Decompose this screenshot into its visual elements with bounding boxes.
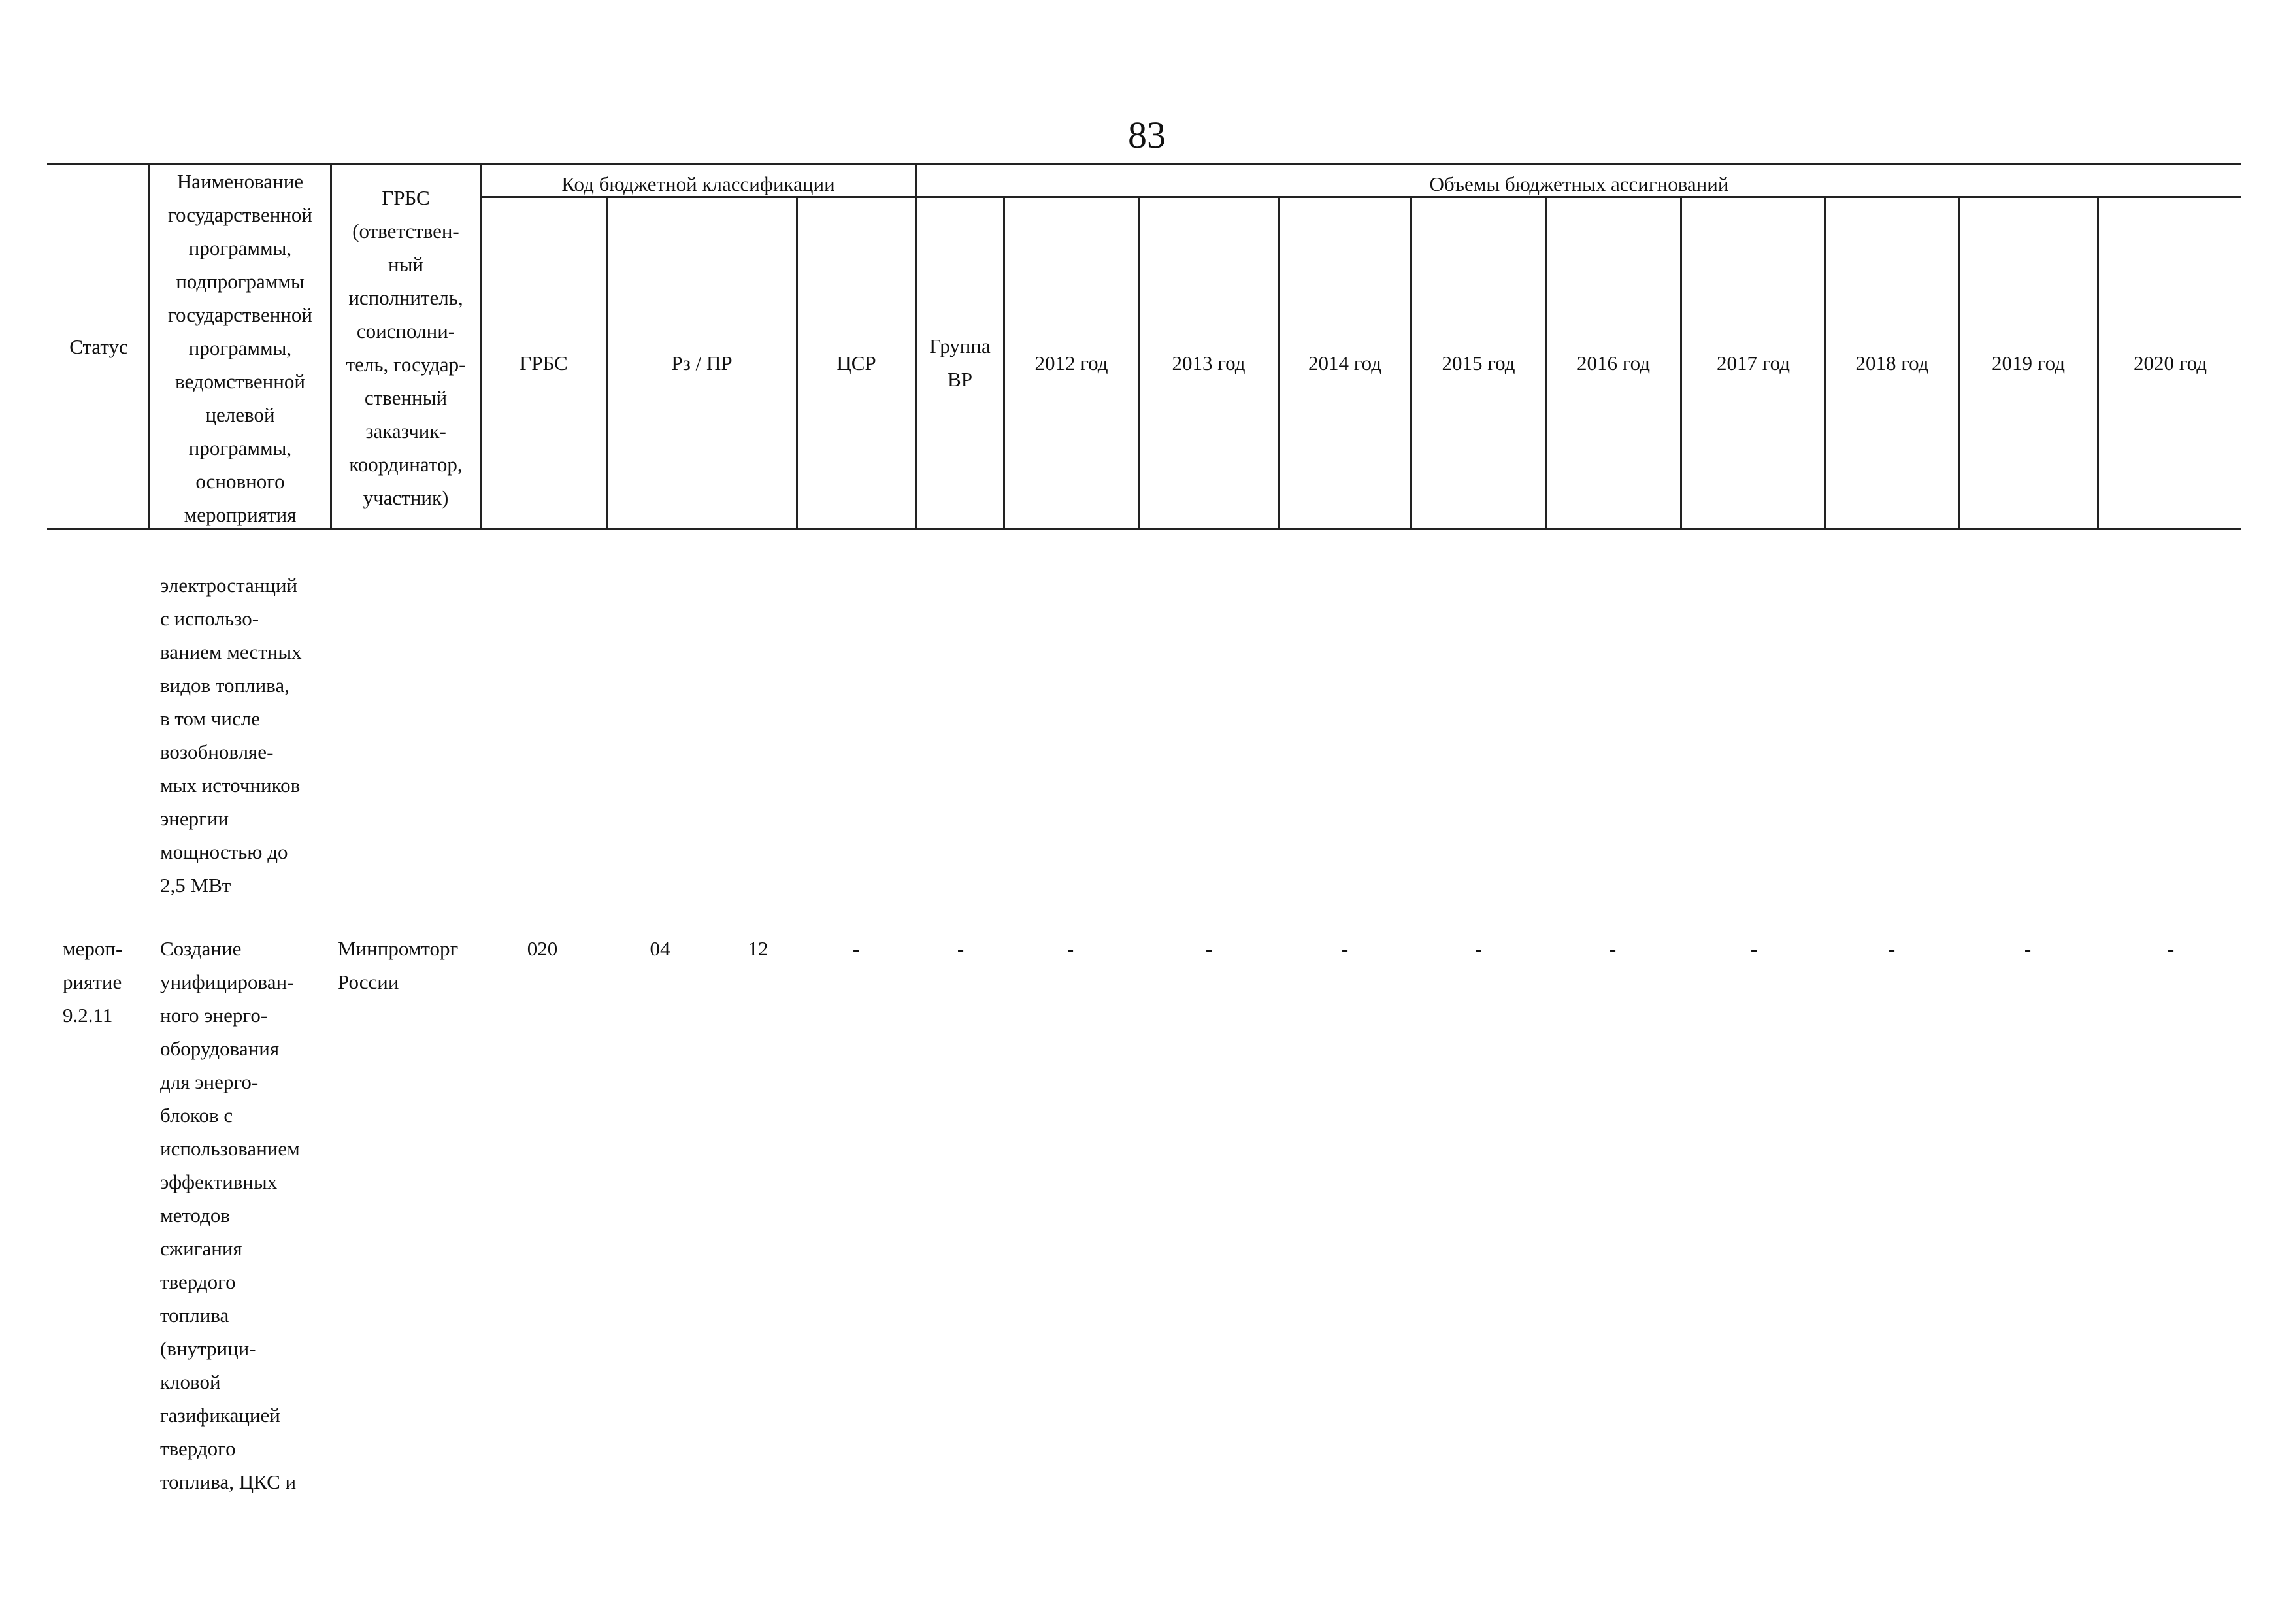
row-value-2015: -: [1474, 937, 1482, 960]
row-value-2020: -: [2167, 937, 2175, 960]
row-value-2017: -: [1750, 937, 1758, 960]
row-value-2016: -: [1609, 937, 1617, 960]
row-rz: 04: [650, 937, 670, 960]
row-name: Создание унифицирован- ного энерго- оборудования для энерго- блоков с использованием эффективных методов сжигания твердого топлива (внутрици- кловой газификацией твердого топлива, ЦКС и: [160, 937, 300, 1493]
header-csr: ЦСР: [836, 351, 876, 374]
header-rz-pr: Рз / ПР: [671, 351, 733, 374]
row-pr: 12: [748, 937, 768, 960]
row-value-2018: -: [1888, 937, 1896, 960]
header-kbk-group: Код бюджетной классификации: [561, 173, 835, 195]
row-value-2014: -: [1341, 937, 1349, 960]
header-grbs: ГРБС: [520, 351, 568, 374]
row-responsible: Минпромторг России: [338, 937, 459, 993]
header-status: Статус: [69, 335, 128, 358]
header-year-2013: 2013 год: [1172, 351, 1246, 374]
row-vr: -: [957, 937, 965, 960]
header-grbs-responsible: ГРБС (ответствен- ный исполнитель, соисполни- тель, государ- ственный заказчик- координатор, участник): [346, 186, 466, 509]
header-year-2020: 2020 год: [2133, 351, 2207, 374]
row-value-2013: -: [1205, 937, 1213, 960]
header-year-2017: 2017 год: [1716, 351, 1791, 374]
header-year-2014: 2014 год: [1308, 351, 1382, 374]
header-volumes-group: Объемы бюджетных ассигнований: [1429, 173, 1729, 195]
header-year-2018: 2018 год: [1855, 351, 1929, 374]
header-year-2015: 2015 год: [1442, 351, 1515, 374]
row-value-2019: -: [2024, 937, 2032, 960]
row-value-2012: -: [1066, 937, 1074, 960]
row-csr: -: [852, 937, 860, 960]
header-year-2019: 2019 год: [1991, 351, 2066, 374]
header-name: Наименование государственной программы, подпрограммы государственной программы, ведомственной целевой программы, основного мероприятия: [168, 169, 312, 526]
header-year-2012: 2012 год: [1034, 351, 1108, 374]
header-bottom-rule: [47, 528, 2241, 530]
header-vr: Группа ВР: [929, 335, 991, 391]
row-status: мероп- риятие 9.2.11: [63, 937, 123, 1027]
page-number: 83: [1128, 114, 1166, 156]
row-continuation-name: электростанций с использо- ванием местных видов топлива, в том числе возобновляе- мых источников энергии мощностью до 2,5 МВт: [160, 574, 302, 897]
row-grbs: 020: [527, 937, 558, 960]
header-year-2016: 2016 год: [1576, 351, 1651, 374]
table-top-rule: [47, 163, 2241, 165]
